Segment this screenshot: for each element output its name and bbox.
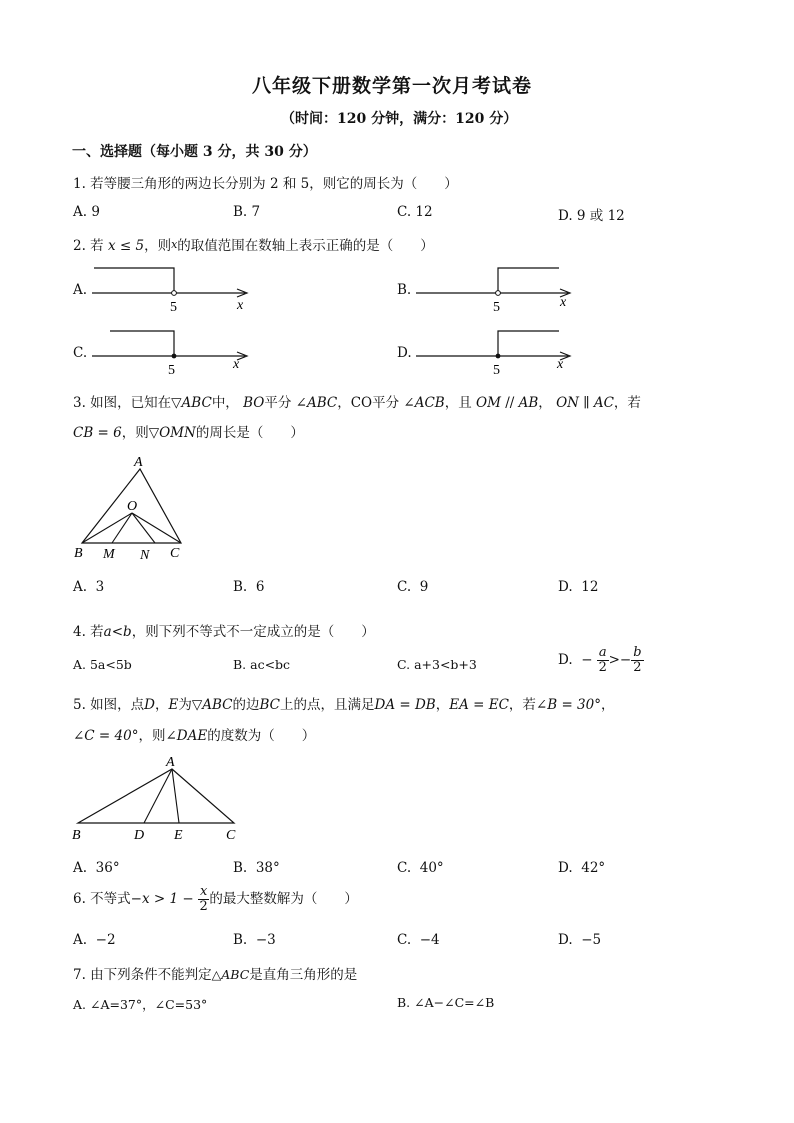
question-4-option-b[interactable]: B. ac<bc <box>233 657 291 672</box>
tick-label-5: 5 <box>493 363 500 378</box>
tick-label-5: 5 <box>493 300 500 315</box>
question-6-stem: 6. 不等式−x > 1 − $\frac{x}{2}$ 的最大整数解为（ ） <box>73 884 358 914</box>
question-2-option-c[interactable]: C. <box>73 345 88 361</box>
axis-label-x: x <box>560 295 567 310</box>
question-1-option-a[interactable]: A. 9 <box>73 204 100 220</box>
endpoint-open-circle <box>496 291 501 296</box>
question-3-option-c[interactable]: C. 9 <box>397 579 429 595</box>
question-4-option-c[interactable]: C. a+3<b+3 <box>397 657 477 672</box>
vertex-label-a: A <box>166 755 175 770</box>
tick-label-5: 5 <box>168 363 175 378</box>
fraction-b-over-2: $\frac{b}{2}$ <box>633 645 642 675</box>
question-3-triangle-figure <box>70 452 195 564</box>
tick-label-5: 5 <box>170 300 177 315</box>
question-5-option-c[interactable]: C. 40° <box>397 860 444 876</box>
axis-label-x: x <box>557 357 564 372</box>
question-5-stem-line1: 5. 如图，点D，E为▽ABC的边BC上的点，且满足DA = DB，EA = EC，若∠B = 30°， <box>73 697 615 713</box>
question-3-stem-line2: CB = 6，则▽OMN的周长是（ ） <box>73 425 304 441</box>
number-line-b <box>414 262 589 318</box>
question-5-option-d[interactable]: D. 42° <box>558 860 606 876</box>
question-5-option-b[interactable]: B. 38° <box>233 860 280 876</box>
section-heading: 一、选择题（每小题 3 分，共 30 分） <box>72 144 317 160</box>
question-1-option-b[interactable]: B. 7 <box>233 204 261 220</box>
question-2-option-d[interactable]: D. <box>397 345 412 361</box>
question-3-stem-line1: 3. 如图，已知在▽ABC中， BO平分 ∠ABC，CO平分 ∠ACB，且 OM // AB， ON ∥ AC，若 <box>73 395 641 411</box>
question-2-stem: 2. 若 x ≤ 5，则x的取值范围在数轴上表示正确的是（ ） <box>73 238 434 254</box>
point-label-d: D <box>134 828 145 843</box>
question-1-stem: 1. 若等腰三角形的两边长分别为 2 和 5，则它的周长为（ ） <box>73 176 458 192</box>
vertex-label-b: B <box>72 828 81 843</box>
question-2-option-b[interactable]: B. <box>397 282 412 298</box>
axis-label-x: x <box>233 357 240 372</box>
question-3-option-b[interactable]: B. 6 <box>233 579 265 595</box>
endpoint-filled-circle <box>172 354 177 359</box>
fraction-x-over-2: $\frac{x}{2}$ <box>199 884 208 914</box>
number-line-d <box>414 325 589 381</box>
question-4-stem: 4. 若a<b，则下列不等式不一定成立的是（ ） <box>73 624 375 640</box>
question-6-option-d[interactable]: D. −5 <box>558 932 602 948</box>
question-7-option-a[interactable]: A. ∠A=37°，∠C=53° <box>73 997 208 1012</box>
question-7-option-b[interactable]: B. ∠A−∠C=∠B <box>397 995 495 1010</box>
question-5-option-a[interactable]: A. 36° <box>73 860 120 876</box>
question-3-option-d[interactable]: D. 12 <box>558 579 599 595</box>
question-3-option-a[interactable]: A. 3 <box>73 579 105 595</box>
question-1-option-d[interactable]: D. 9 或 12 <box>558 208 625 224</box>
question-6-option-b[interactable]: B. −3 <box>233 932 276 948</box>
question-6-option-a[interactable]: A. −2 <box>73 932 116 948</box>
question-5-triangle-figure <box>66 752 256 848</box>
question-4-option-a[interactable]: A. 5a<5b <box>73 657 132 672</box>
point-label-n: N <box>140 548 150 563</box>
vertex-label-b: B <box>74 546 83 561</box>
fraction-a-over-2: $\frac{a}{2}$ <box>598 645 607 675</box>
question-7-stem: 7. 由下列条件不能判定△ABC是直角三角形的是 <box>73 967 358 983</box>
endpoint-filled-circle <box>496 354 501 359</box>
page-subtitle: （时间：120 分钟，满分：120 分） <box>281 111 518 127</box>
point-label-o: O <box>127 499 138 514</box>
axis-label-x: x <box>237 298 244 313</box>
point-label-e: E <box>174 828 183 843</box>
vertex-label-c: C <box>170 546 180 561</box>
question-5-stem-line2: ∠C = 40°，则∠DAE的度数为（ ） <box>73 728 316 744</box>
page-title: 八年级下册数学第一次月考试卷 <box>252 75 533 97</box>
question-4-option-d[interactable]: D. − $\frac{a}{2}$ >− $\frac{b}{2}$ <box>558 645 642 675</box>
vertex-label-c: C <box>226 828 236 843</box>
question-6-option-c[interactable]: C. −4 <box>397 932 440 948</box>
question-1-option-c[interactable]: C. 12 <box>397 204 433 220</box>
number-line-a <box>90 262 265 318</box>
number-line-c <box>90 325 265 381</box>
endpoint-open-circle <box>172 291 177 296</box>
vertex-label-a: A <box>134 455 143 470</box>
point-label-m: M <box>103 547 115 562</box>
question-2-option-a[interactable]: A. <box>73 282 88 298</box>
